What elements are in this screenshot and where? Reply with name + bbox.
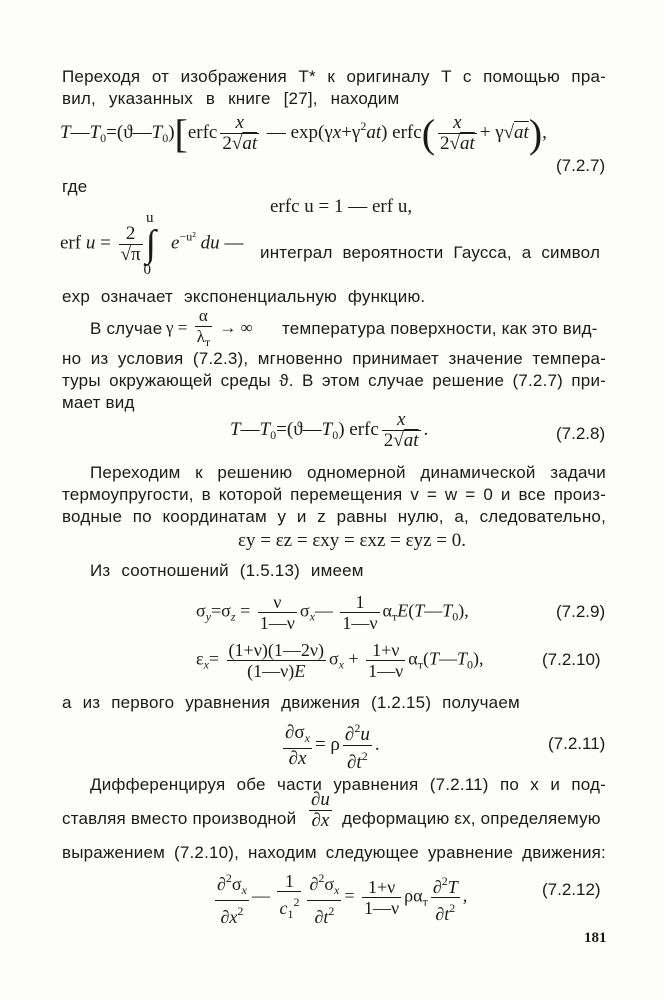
text-line-10: Переходим к решению одномерной динамической задачи (90, 463, 606, 482)
derivative-du-dx: $\frac{\partial u}{\partial x}$ (311, 789, 330, 831)
text-line-gauss: интеграл вероятности Гаусса, а символ (260, 243, 601, 262)
text-line-2: вил, указанных в книге [27], находим (62, 89, 400, 108)
equation-number-7-2-10: (7.2.10) (542, 650, 601, 669)
equation-number-7-2-8: (7.2.8) (556, 424, 606, 443)
text-line-exp: exp означает экспоненциальную функцию. (62, 287, 426, 306)
text-line-7: но из условия (7.2.3), мгновенно принимает значение темпера- (62, 349, 606, 368)
text-line-6b: температура поверхности, как это вид- (282, 319, 598, 338)
text-line-where: где (62, 177, 88, 196)
text-line-13: Из соотношений (1.5.13) имеем (90, 561, 364, 580)
text-line-12: водные по координатам y и z равны нулю, а, следовательно, (62, 507, 606, 526)
equation-7-2-10: $\varepsilon_x=$ $\frac{(1+\nu)(1—2\nu)}{(1—\nu)E}$ $\sigma_x$ + $\frac{1+\nu}{1—\nu}$ $\alpha_т(T—T_0)$, (196, 640, 484, 681)
equation-number-7-2-12: (7.2.12) (542, 880, 601, 899)
equation-7-2-9: $\sigma_y=\sigma_z$ = $\frac{\nu}{1—\nu}$ $\sigma_x—$ $\frac{1}{1—\nu}$ $\alpha_тE(T—T_0)$, (196, 592, 469, 633)
equation-number-7-2-9: (7.2.9) (556, 602, 606, 621)
equation-7-2-8: $T—T_0=(ϑ—T_0)$ erfc $\frac{x}{2√at}$ . (230, 409, 429, 451)
equation-7-2-7: $T—T_0=(ϑ—T_0)[erfc$ $\frac{x}{2√at}$ — $\exp(\gamma x+\gamma^2at)$ erfc( $\frac{x}{2√at}$ + γ√at), (60, 111, 547, 156)
page-number: 181 (584, 930, 607, 946)
text-line-16a: ставляя вместо производной (62, 809, 297, 828)
erfc-definition: erfc u = 1 — erf u, (270, 196, 413, 217)
equation-7-2-12: $\frac{\partial^2\sigma_x}{\partial x^2}$ — $\frac{1}{c_1^2}$ $\frac{\partial^2\sigma_x}{\partial t^2}$ = $\frac{1+\nu}{1—\nu}$ $\rho\alpha_т$ $\frac{\partial^2T}{\partial t^2}$ , (212, 868, 467, 927)
text-line-15: Дифференцируя обе части уравнения (7.2.11) по x и под- (90, 775, 606, 794)
text-line-11: термоупругости, в которой перемещения v = w = 0 и все произ- (62, 485, 606, 504)
text-line-in-case: В случае (90, 319, 163, 338)
strain-equation: εy = εz = εxy = εxz = εyz = 0. (238, 530, 467, 551)
text-line-16b: деформацию εx, определяемую (342, 809, 601, 828)
text-line-14: а из первого уравнения движения (1.2.15) получаем (62, 693, 520, 712)
gamma-condition: γ = $\frac{\alpha}{\lambda_т}$ → ∞ (166, 306, 253, 349)
text-line-17: выражением (7.2.10), находим следующее уравнение движения: (62, 843, 606, 862)
text-line-9: мает вид (62, 393, 135, 412)
text-line-8: туры окружающей среды ϑ. В этом случае решение (7.2.7) при- (62, 371, 606, 390)
equation-7-2-11: $\frac{\partial\sigma_x}{\partial x}$ = ρ $\frac{\partial^2u}{\partial t^2}$ . (280, 718, 380, 773)
text-line-1: Переходя от изображения T* к оригиналу T с помощью пра- (62, 67, 606, 86)
equation-number-7-2-11: (7.2.11) (548, 734, 606, 753)
erf-definition: erf u = $\frac{2}{√\pi}$ $\int^u_0e^{-u^2}$ du — (60, 210, 244, 279)
equation-number-7-2-7: (7.2.7) (556, 156, 606, 175)
